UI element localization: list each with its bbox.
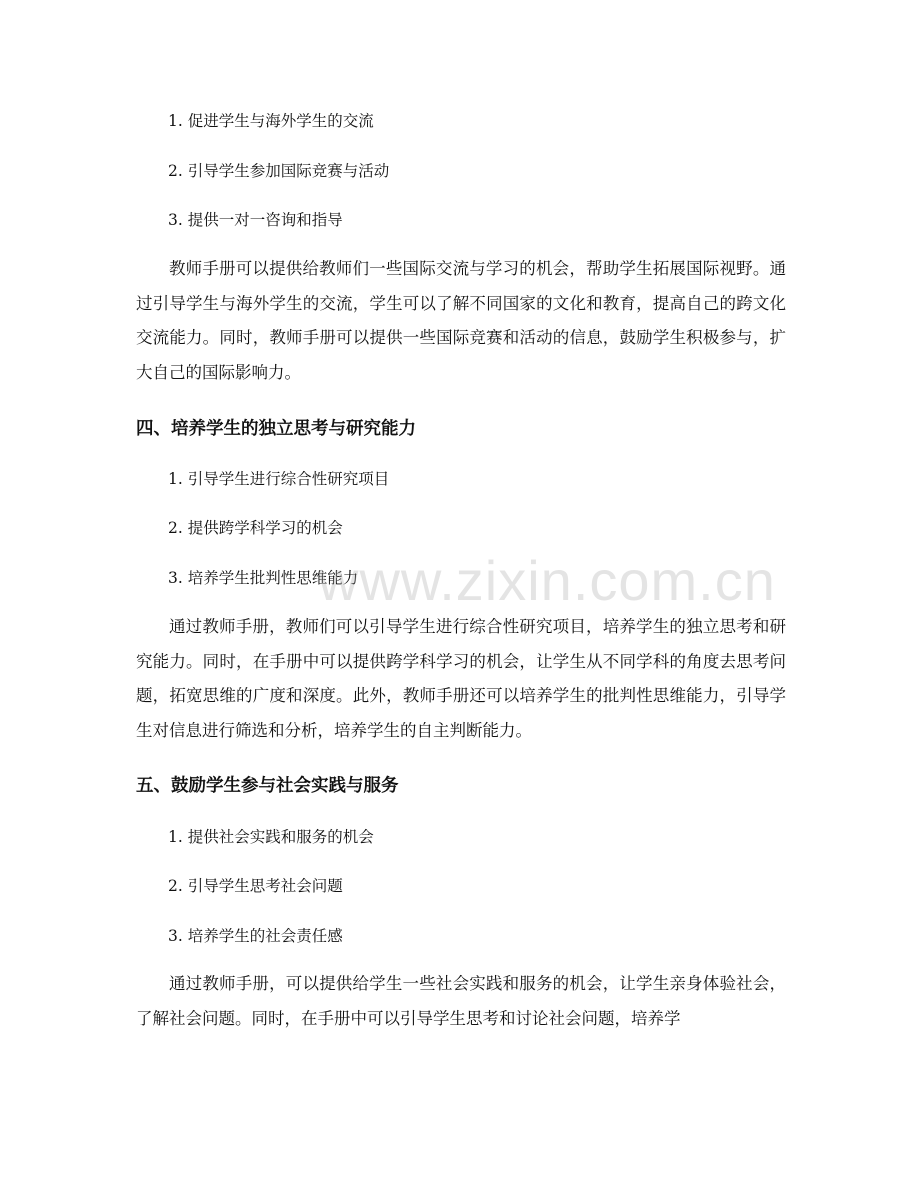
list-item: 3. 培养学生批判性思维能力 <box>168 569 359 587</box>
watermark: www.zixin.com.cn <box>318 549 776 612</box>
list-item: 1. 提供社会实践和服务的机会 <box>168 828 374 846</box>
section-heading: 五、鼓励学生参与社会实践与服务 <box>136 776 399 796</box>
list-item: 1. 引导学生进行综合性研究项目 <box>168 470 390 488</box>
list-item: 2. 引导学生思考社会问题 <box>168 877 343 895</box>
section-heading: 四、培养学生的独立思考与研究能力 <box>136 419 416 439</box>
list-item: 3. 培养学生的社会责任感 <box>168 927 343 945</box>
list-item: 3. 提供一对一咨询和指导 <box>168 211 343 229</box>
list-item: 2. 提供跨学科学习的机会 <box>168 519 343 537</box>
list-item: 2. 引导学生参加国际竞赛与活动 <box>168 162 390 180</box>
list-item: 1. 促进学生与海外学生的交流 <box>168 112 374 130</box>
body-paragraph: 通过教师手册，教师们可以引导学生进行综合性研究项目，培养学生的独立思考和研究能力。同时，在手册中可以提供跨学科学习的机会，让学生从不同学科的角度去思考问题，拓宽思维的广度和深度。此外，教师手册还可以培养学生的批判性思维能力，引导学生对信息进行筛选和分析，培养学生的自主判断能力。 <box>136 617 786 740</box>
body-paragraph: 教师手册可以提供给教师们一些国际交流与学习的机会，帮助学生拓展国际视野。通过引导学生与海外学生的交流，学生可以了解不同国家的文化和教育，提高自己的跨文化交流能力。同时，教师手册可以提供一些国际竞赛和活动的信息，鼓励学生积极参与，扩大自己的国际影响力。 <box>136 259 786 382</box>
body-paragraph: 通过教师手册，可以提供给学生一些社会实践和服务的机会，让学生亲身体验社会，了解社会问题。同时，在手册中可以引导学生思考和讨论社会问题，培养学 <box>136 974 786 1028</box>
